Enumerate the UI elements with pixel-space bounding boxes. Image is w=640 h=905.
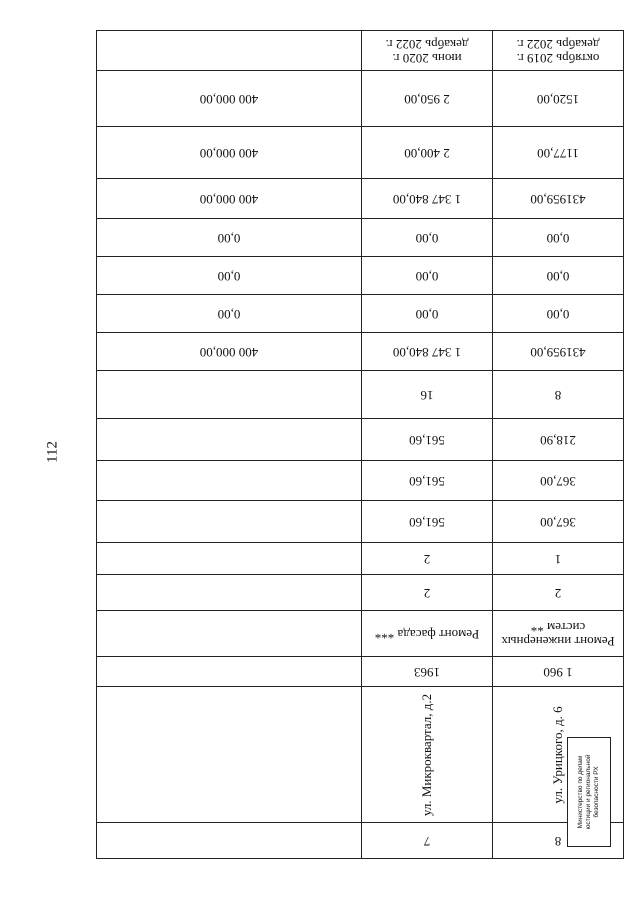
table-cell — [493, 31, 624, 71]
table-cell — [97, 687, 362, 823]
table-cell — [362, 333, 493, 371]
cell-text: 0,00 — [415, 306, 439, 322]
table-cell — [493, 461, 624, 501]
cell-text: 2 — [423, 585, 431, 601]
cell-text: 0,00 — [546, 230, 570, 246]
table-cell — [97, 219, 362, 257]
cell-text: 0,00 — [217, 268, 241, 284]
cell-text: Ремонт фасада *** — [374, 626, 480, 642]
table-row — [97, 501, 624, 543]
cell-text: 367,00 — [540, 514, 576, 530]
table-cell — [362, 371, 493, 419]
table-cell — [362, 257, 493, 295]
cell-text: 400 000,00 — [199, 344, 259, 360]
table-cell — [97, 257, 362, 295]
table-row — [97, 657, 624, 687]
cell-text: 0,00 — [217, 306, 241, 322]
cell-text: 7 — [423, 833, 431, 849]
table-cell — [493, 611, 624, 657]
page-number: 112 — [44, 441, 61, 463]
cell-text: Ремонт инженерных систем ** — [501, 619, 615, 649]
cell-text: 1 960 — [543, 664, 573, 680]
table-cell — [362, 127, 493, 179]
table-cell — [97, 179, 362, 219]
table-row — [97, 31, 624, 71]
table-cell — [97, 657, 362, 687]
table-cell — [493, 71, 624, 127]
table-cell — [362, 543, 493, 575]
table-cell — [493, 419, 624, 461]
cell-text: 561,60 — [409, 473, 445, 489]
cell-text: ул. Микроквартал, д.2 — [419, 693, 434, 816]
table-row — [97, 371, 624, 419]
table-cell — [362, 31, 493, 71]
rotated-table — [96, 30, 624, 859]
table-cell — [493, 179, 624, 219]
cell-text: 400 000,00 — [199, 191, 259, 207]
table-cell — [362, 687, 493, 823]
cell-text: 2 — [554, 585, 562, 601]
table-cell — [493, 543, 624, 575]
table-cell — [362, 501, 493, 543]
table-cell — [97, 419, 362, 461]
cell-text: 0,00 — [415, 268, 439, 284]
cell-text: июнь 2020 г. декабрь 2022 г. — [385, 36, 469, 66]
cell-text: 367,00 — [540, 473, 576, 489]
table-cell — [362, 419, 493, 461]
table-cell — [493, 127, 624, 179]
cell-text: 2 400,00 — [404, 145, 450, 161]
table-row — [97, 257, 624, 295]
cell-text: 561,60 — [409, 514, 445, 530]
table-row — [97, 127, 624, 179]
table-cell — [97, 333, 362, 371]
table-cell — [362, 611, 493, 657]
cell-text: 1 347 840,00 — [392, 191, 462, 207]
table-cell — [97, 543, 362, 575]
cell-text: 16 — [420, 387, 434, 403]
cell-text: 561,60 — [409, 432, 445, 448]
table-cell — [362, 71, 493, 127]
table-cell — [493, 257, 624, 295]
table-cell — [97, 127, 362, 179]
table-cell — [493, 501, 624, 543]
table-row — [97, 687, 624, 823]
table-cell — [97, 371, 362, 419]
cell-text: 400 000,00 — [199, 91, 259, 107]
table-cell — [493, 575, 624, 611]
stamp-text: Министерство по делам юстиции и региональной безопасности РХ — [577, 754, 600, 830]
table-row — [97, 461, 624, 501]
cell-text: 1177,00 — [537, 145, 579, 161]
cell-text: 400 000,00 — [199, 145, 259, 161]
cell-text: 431959,00 — [530, 344, 586, 360]
cell-text: 0,00 — [415, 230, 439, 246]
cell-text: октябрь 2019 г. декабрь 2022 г. — [516, 36, 600, 66]
cell-text: 1 — [554, 551, 562, 567]
table-cell — [362, 219, 493, 257]
table-cell — [362, 657, 493, 687]
cell-text: 2 950,00 — [404, 91, 450, 107]
table-cell — [97, 71, 362, 127]
table-cell — [493, 295, 624, 333]
table-row — [97, 575, 624, 611]
table-cell — [362, 575, 493, 611]
table-cell — [97, 823, 362, 859]
table-cell — [493, 371, 624, 419]
cell-text: 1 347 840,00 — [392, 344, 462, 360]
cell-text: 218,90 — [540, 432, 576, 448]
cell-text: 0,00 — [217, 230, 241, 246]
table-row — [97, 219, 624, 257]
table-cell — [493, 333, 624, 371]
table-cell — [493, 219, 624, 257]
table-cell — [97, 611, 362, 657]
table-row — [97, 419, 624, 461]
cell-text: 2 — [423, 551, 431, 567]
table-cell — [97, 575, 362, 611]
table-row — [97, 71, 624, 127]
table-row — [97, 179, 624, 219]
table-cell — [97, 501, 362, 543]
table-cell — [493, 657, 624, 687]
table-cell — [97, 295, 362, 333]
ministry-stamp — [567, 737, 611, 847]
cell-text: 1963 — [414, 664, 440, 680]
cell-text: 1520,00 — [536, 91, 580, 107]
cell-text: 8 — [554, 387, 562, 403]
table-row — [97, 611, 624, 657]
table-cell — [97, 461, 362, 501]
table-row — [97, 333, 624, 371]
cell-text: 0,00 — [546, 268, 570, 284]
cell-text: ул. Урицкого, д. 6 — [550, 705, 565, 804]
table-cell — [362, 295, 493, 333]
cell-text: 431959,00 — [530, 191, 586, 207]
table-row — [97, 543, 624, 575]
table-cell — [362, 461, 493, 501]
table-cell — [97, 31, 362, 71]
table-row — [97, 295, 624, 333]
cell-text: 8 — [554, 833, 562, 849]
table-row — [97, 823, 624, 859]
table-cell — [362, 823, 493, 859]
table-cell — [362, 179, 493, 219]
cell-text: 0,00 — [546, 306, 570, 322]
